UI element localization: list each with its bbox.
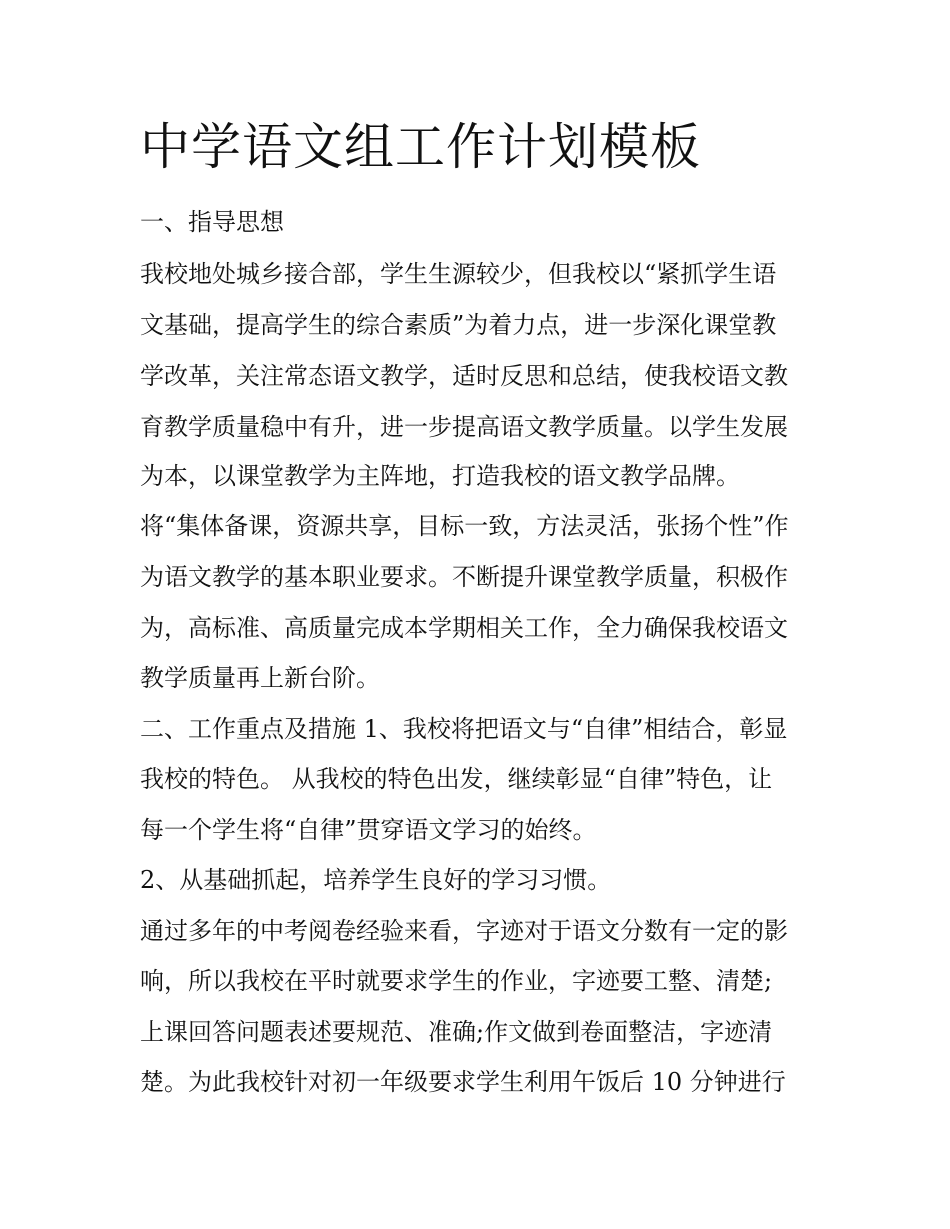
section-heading-guiding-ideology: 一、指导思想 [140,208,284,236]
paragraph-line: 通过多年的中考阅卷经验来看，字迹对于语文分数有一定的影 [140,917,788,945]
paragraph-line: 文基础，提高学生的综合素质”为着力点，进一步深化课堂教 [140,311,777,339]
paragraph-line: 我校的特色。 从我校的特色出发，继续彰显“自律”特色，让 [140,765,773,793]
paragraph-line: 我校地处城乡接合部，学生生源较少，但我校以“紧抓学生语 [140,260,777,288]
paragraph-line: 为本，以课堂教学为主阵地，打造我校的语文教学品牌。 [140,462,740,490]
paragraph-line: 上课回答问题表述要规范、准确;作文做到卷面整洁，字迹清 [140,1018,773,1046]
numbered-item-heading: 2、从基础抓起，培养学生良好的学习习惯。 [140,866,612,894]
paragraph-line: 为，高标准、高质量完成本学期相关工作，全力确保我校语文 [140,614,788,642]
paragraph-line: 育教学质量稳中有升，进一步提高语文教学质量。以学生发展 [140,413,788,441]
paragraph-line: 每一个学生将“自律”贯穿语文学习的始终。 [140,816,597,844]
section-heading-key-work: 二、工作重点及措施 1、我校将把语文与“自律”相结合，彰显 [140,715,788,743]
paragraph-line: 将“集体备课，资源共享，目标一致，方法灵活，张扬个性”作 [140,512,789,540]
paragraph-line: 响，所以我校在平时就要求学生的作业，字迹要工整、清楚; [140,967,773,995]
document-title: 中学语文组工作计划模板 [140,118,701,176]
paragraph-line: 学改革，关注常态语文教学，适时反思和总结，使我校语文教 [140,362,788,390]
paragraph-line: 楚。为此我校针对初一年级要求学生利用午饭后 10 分钟进行 [140,1068,786,1096]
paragraph-line: 为语文教学的基本职业要求。不断提升课堂教学质量，积极作 [140,563,788,591]
paragraph-line: 教学质量再上新台阶。 [140,664,380,692]
